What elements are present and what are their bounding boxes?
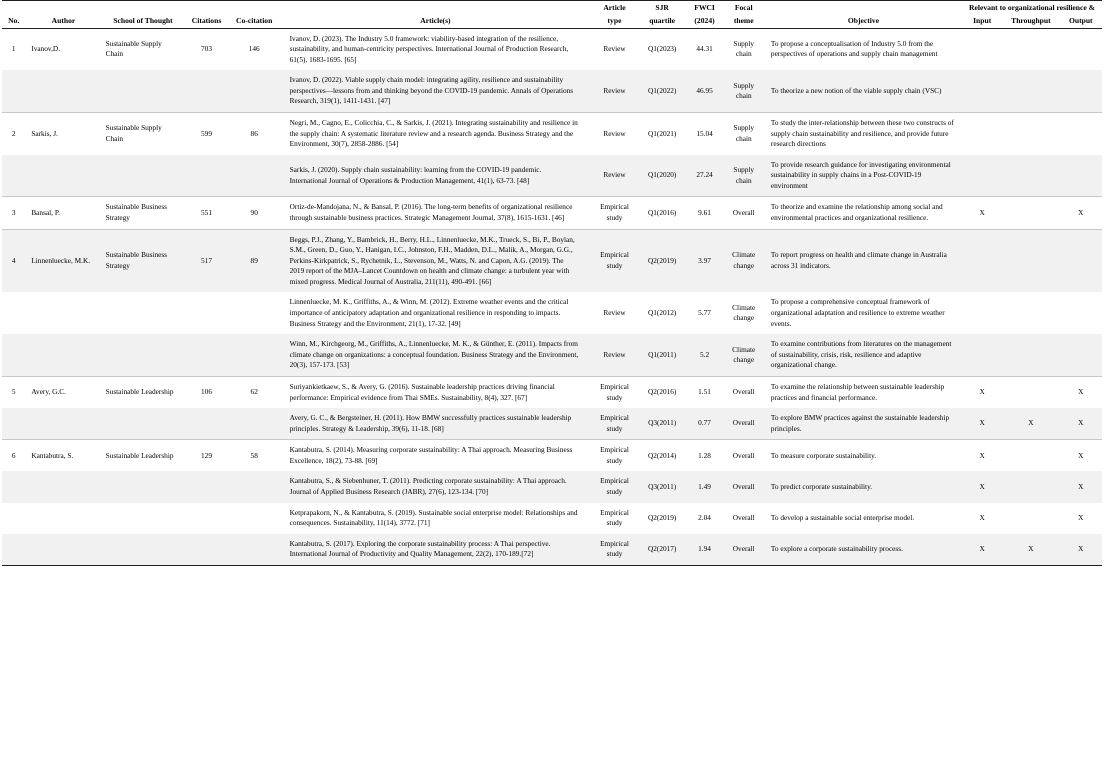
col-header-fwci-line1: FWCI [694, 3, 715, 12]
cell-fwci: 2.04 [698, 512, 711, 522]
col-header-sjr-line2: quartile [649, 16, 676, 26]
cell-author [25, 70, 101, 112]
cell-input: X [962, 408, 1002, 440]
cell-sjr: Q1(2023) [647, 44, 677, 54]
cell-cocitation [229, 408, 280, 440]
cell-theme: Climate change [723, 229, 765, 292]
cell-author [25, 471, 101, 502]
cell-author: Ivanov,D. [31, 44, 61, 54]
cell-sjr: Q1(2011) [638, 334, 687, 376]
cell-input: X [962, 376, 1002, 408]
cell-output: X [1060, 534, 1102, 566]
col-header-no: No. [8, 16, 20, 26]
cell-article: Ivanov, D. (2023). The Industry 5.0 framework: viability-based integration of the resilience, sustainability, and human-centricity perspectives. International Journal of Production Research, 61(5), 1683-1695. [65] [289, 33, 569, 64]
cell-citations [184, 408, 229, 440]
col-header-author: Author [51, 16, 76, 26]
cell-cocitation [229, 155, 280, 197]
cell-fwci: 44.31 [696, 44, 713, 54]
cell-no [2, 155, 25, 197]
cell-output [1060, 70, 1102, 112]
cell-objective: To report progress on health and climate change in Australia across 31 indicators. [765, 229, 962, 292]
cell-theme: Supply chain [723, 155, 765, 197]
cell-theme: Supply chain [723, 70, 765, 112]
cell-throughput [1002, 112, 1059, 154]
cell-output [1060, 155, 1102, 197]
cell-type: Review [603, 44, 626, 54]
cell-school: Sustainable Business Strategy [102, 197, 185, 229]
cell-sjr: Q2(2019) [638, 229, 687, 292]
col-header-relevance-group: Relevant to organizational resilience & [969, 3, 1095, 12]
cell-type: Review [603, 308, 626, 318]
cell-sjr: Q2(2016) [638, 376, 687, 408]
cell-objective: To explore BMW practices against the sustainable leadership principles. [765, 408, 962, 440]
table-row [2, 28, 1102, 70]
cell-citations [184, 503, 229, 534]
col-header-focal-theme-line2: theme [733, 16, 754, 26]
cell-input: X [962, 197, 1002, 229]
table-row [2, 471, 1102, 502]
cell-no: 3 [2, 197, 25, 229]
cell-sjr: Q2(2014) [638, 440, 687, 472]
cell-throughput [1002, 70, 1059, 112]
cell-fwci: 1.28 [687, 440, 723, 472]
cell-article: Sarkis, J. (2020). Supply chain sustainability: learning from the COVID-19 pandemic. International Journal of Operations & Production Management, 41(1), 63-73. [48] [280, 155, 592, 197]
col-header-article-type-line1: Article [603, 3, 626, 12]
cell-cocitation: 146 [248, 44, 260, 54]
col-header-throughput: Throughput [1011, 16, 1051, 26]
cell-school [102, 70, 185, 112]
col-header-citations: Citations [191, 16, 222, 26]
cell-citations: 551 [184, 197, 229, 229]
cell-school: Sustainable Supply Chain [105, 38, 162, 59]
cell-school [102, 155, 185, 197]
cell-citations [184, 534, 229, 566]
cell-no: 6 [2, 440, 25, 472]
cell-article: Linnenluecke, M. K., Griffiths, A., & Winn, M. (2012). Extreme weather events and the critical importance of anticipatory adaptation and organizational resilience in responding to impacts. Business Strategy and the Environment, 21(1), 17-32. [49] [289, 297, 569, 328]
cell-article: Winn, M., Kirchgeorg, M., Griffiths, A., Linnenluecke, M. K., & Günther, E. (2011). Impacts from climate change on organizations: a conceptual foundation. Business Strategy and the Environment, 20(3), 157-173. [53] [280, 334, 592, 376]
cell-type: Empirical study [591, 197, 638, 229]
cell-cocitation [229, 471, 280, 502]
cell-school [102, 534, 185, 566]
cell-input [962, 155, 1002, 197]
table-row [2, 440, 1102, 472]
cell-theme: Overall [732, 512, 755, 522]
cell-fwci: 3.97 [687, 229, 723, 292]
cell-cocitation: 58 [229, 440, 280, 472]
cell-type: Empirical study [600, 507, 629, 528]
cell-citations [184, 155, 229, 197]
col-header-school: School of Thought [113, 16, 173, 26]
cell-sjr: Q1(2021) [638, 112, 687, 154]
cell-fwci: 5.2 [687, 334, 723, 376]
cell-throughput [1002, 292, 1059, 334]
cell-input [962, 229, 1002, 292]
cell-sjr: Q1(2020) [638, 155, 687, 197]
table-header [2, 1, 1102, 29]
cell-type: Review [591, 334, 638, 376]
cell-no [2, 503, 25, 534]
cell-input: X [962, 471, 1002, 502]
cell-throughput [1002, 28, 1059, 70]
literature-review-table [2, 0, 1102, 566]
cell-fwci: 1.49 [687, 471, 723, 502]
table-row [2, 408, 1102, 440]
cell-objective: To theorize a new notion of the viable supply chain (VSC) [765, 70, 962, 112]
cell-author [25, 408, 101, 440]
cell-throughput [1002, 334, 1059, 376]
cell-fwci: 0.77 [687, 408, 723, 440]
col-header-article-type-line2: type [607, 16, 622, 26]
cell-author [25, 334, 101, 376]
cell-throughput [1002, 376, 1059, 408]
cell-output [1060, 292, 1102, 334]
cell-objective: To develop a sustainable social enterprise model. [770, 512, 915, 522]
cell-output [1060, 112, 1102, 154]
cell-theme: Climate change [723, 334, 765, 376]
col-header-focal-theme-line1: Focal [734, 3, 753, 12]
cell-sjr: Q2(2019) [647, 512, 677, 522]
cell-objective: To theorize and examine the relationship among social and environmental practices and organizational resilience. [765, 197, 962, 229]
cell-article: Kantabutra, S. (2017). Exploring the corporate sustainability process: A Thai perspective. International Journal of Productivity and Quality Management, 22(2), 170-189.[72] [280, 534, 592, 566]
cell-throughput: X [1002, 408, 1059, 440]
cell-throughput [1002, 440, 1059, 472]
table-row [2, 197, 1102, 229]
cell-objective: To propose a conceptualisation of Industry 5.0 from the perspectives of operations and supply chain management [770, 38, 938, 59]
cell-fwci: 5.77 [698, 308, 711, 318]
cell-sjr: Q1(2016) [638, 197, 687, 229]
cell-theme: Overall [723, 440, 765, 472]
cell-no: 1 [11, 44, 16, 54]
cell-school: Sustainable Supply Chain [102, 112, 185, 154]
cell-article: Ortiz-de-Mandojana, N., & Bansal, P. (2016). The long-term benefits of organizational resilience through sustainable business practices. Strategic Management Journal, 37(8), 1615-1631. [46] [280, 197, 592, 229]
cell-input: X [962, 534, 1002, 566]
cell-school [102, 334, 185, 376]
cell-type: Empirical study [591, 471, 638, 502]
col-header-cocitation: Co-citation [236, 16, 273, 26]
cell-fwci: 9.61 [687, 197, 723, 229]
cell-objective: To provide research guidance for investigating environmental sustainability in supply chains in a Post-COVID-19 environment [765, 155, 962, 197]
cell-type: Empirical study [591, 440, 638, 472]
cell-output [1060, 229, 1102, 292]
cell-output: X [1060, 408, 1102, 440]
cell-citations [184, 334, 229, 376]
cell-article: Ivanov, D. (2022). Viable supply chain model: integrating agility, resilience and sustainability perspectives—lessons from and thinking beyond the COVID-19 pandemic. Annals of Operations Research, 319(1), 1411-1431. [47] [280, 70, 592, 112]
cell-no [2, 334, 25, 376]
cell-no: 4 [2, 229, 25, 292]
cell-output [1060, 334, 1102, 376]
table-row [2, 292, 1102, 334]
cell-author [25, 155, 101, 197]
cell-school: Sustainable Leadership [102, 440, 185, 472]
table-row [2, 112, 1102, 154]
cell-type: Review [591, 155, 638, 197]
cell-no: 5 [2, 376, 25, 408]
cell-output [1060, 28, 1102, 70]
cell-citations: 517 [184, 229, 229, 292]
cell-cocitation: 90 [229, 197, 280, 229]
cell-throughput [1002, 471, 1059, 502]
col-header-objective: Objective [847, 16, 880, 26]
cell-article: Beggs, P.J., Zhang, Y., Bambrick, H., Berry, H.L., Linnenluecke, M.K., Trueck, S., Bi, P., Boylan, S.M., Green, D., Guo, Y., Hanigan, I.C., Johnston, F.H., Madden, D.L., Malik, A., Morgan, G.G., Perkins-Kirkpatrick, S., Rychetnik, L., Stevenson, M., Watts, N. and Capon, A.G. (2019). The 2019 report of the MJA–Lancet Countdown on health and climate change: a turbulent year with mixed progress. Medical Journal of Australia, 211(11), 490-491. [66] [280, 229, 592, 292]
cell-sjr: Q1(2022) [638, 70, 687, 112]
cell-cocitation [229, 334, 280, 376]
cell-type: Empirical study [591, 408, 638, 440]
cell-citations [184, 70, 229, 112]
table-row [2, 70, 1102, 112]
table-row [2, 334, 1102, 376]
cell-school [102, 503, 185, 534]
cell-no [2, 471, 25, 502]
cell-output: X [1078, 512, 1084, 522]
cell-output: X [1060, 376, 1102, 408]
cell-fwci: 27.24 [687, 155, 723, 197]
cell-objective: To explore a corporate sustainability process. [765, 534, 962, 566]
cell-input: X [962, 440, 1002, 472]
cell-article: Kantabutra, S., & Siebenhuner, T. (2011). Predicting corporate sustainability: A Thai approach. Journal of Applied Business Research (JABR), 27(6), 123-134. [70] [280, 471, 592, 502]
cell-school [102, 292, 185, 334]
cell-theme: Supply chain [733, 38, 755, 59]
cell-input [962, 28, 1002, 70]
cell-fwci: 1.94 [687, 534, 723, 566]
cell-output: X [1060, 197, 1102, 229]
table-row [2, 376, 1102, 408]
table-body [2, 28, 1102, 565]
cell-no [2, 408, 25, 440]
col-header-sjr-line1: SJR [655, 3, 669, 12]
cell-citations: 106 [184, 376, 229, 408]
cell-type: Empirical study [591, 376, 638, 408]
cell-fwci: 15.04 [687, 112, 723, 154]
cell-type: Empirical study [591, 229, 638, 292]
table-row [2, 229, 1102, 292]
cell-output: X [1060, 440, 1102, 472]
cell-theme: Overall [723, 197, 765, 229]
cell-cocitation [229, 292, 280, 334]
cell-author: Avery, G.C. [25, 376, 101, 408]
cell-no: 2 [2, 112, 25, 154]
cell-article: Ketprapakorn, N., & Kantabutra, S. (2019). Sustainable social enterprise model: Relationships and consequences. Sustainability, 11(14), 3772. [71] [289, 507, 578, 528]
cell-author: Sarkis, J. [25, 112, 101, 154]
cell-article: Avery, G. C., & Bergsteiner, H. (2011). How BMW successfully practices sustainable leadership principles. Strategy & Leadership, 39(6), 11-18. [68] [280, 408, 592, 440]
cell-cocitation [229, 503, 280, 534]
cell-school [102, 471, 185, 502]
cell-input [962, 70, 1002, 112]
cell-objective: To study the inter-relationship between these two constructs of supply chain sustainability and resilience, and provide future research directions [765, 112, 962, 154]
col-header-input: Input [973, 16, 992, 26]
cell-author: Bansal, P. [25, 197, 101, 229]
cell-objective: To examine contributions from literatures on the management of sustainability, crisis, risk, resilience and adaptive organizational change. [765, 334, 962, 376]
cell-objective: To measure corporate sustainability. [765, 440, 962, 472]
cell-cocitation: 86 [229, 112, 280, 154]
cell-objective: To propose a comprehensive conceptual framework of organizational adaptation and resilience to extreme weather events. [770, 297, 945, 328]
cell-cocitation [229, 70, 280, 112]
cell-type: Empirical study [591, 534, 638, 566]
cell-no [2, 292, 25, 334]
cell-theme: Supply chain [723, 112, 765, 154]
cell-fwci: 46.95 [687, 70, 723, 112]
cell-article: Negri, M., Cagno, E., Colicchia, C., & Sarkis, J. (2021). Integrating sustainability and resilience in the supply chain: A systematic literature review and a research agenda. Business Strategy and the Environment, 30(7), 2858-2886. [54] [280, 112, 592, 154]
cell-theme: Overall [723, 534, 765, 566]
table-row [2, 534, 1102, 566]
cell-throughput [1002, 229, 1059, 292]
header-row-main [2, 1, 1102, 15]
cell-objective: To predict corporate sustainability. [765, 471, 962, 502]
cell-citations [184, 292, 229, 334]
cell-input [962, 334, 1002, 376]
cell-no [2, 534, 25, 566]
cell-citations [184, 471, 229, 502]
cell-fwci: 1.51 [687, 376, 723, 408]
table-row [2, 155, 1102, 197]
cell-throughput: X [1002, 534, 1059, 566]
cell-input [962, 292, 1002, 334]
cell-input [962, 112, 1002, 154]
cell-school: Sustainable Business Strategy [102, 229, 185, 292]
cell-type: Review [591, 70, 638, 112]
cell-school [102, 408, 185, 440]
cell-theme: Overall [723, 471, 765, 502]
cell-sjr: Q3(2011) [638, 471, 687, 502]
cell-author: Linnenluecke, M.K. [25, 229, 101, 292]
cell-theme: Overall [723, 408, 765, 440]
col-header-output: Output [1068, 16, 1093, 26]
cell-citations: 599 [184, 112, 229, 154]
cell-theme: Overall [723, 376, 765, 408]
cell-school: Sustainable Leadership [102, 376, 185, 408]
col-header-articles: Article(s) [420, 16, 451, 26]
col-header-fwci-line2: (2024) [694, 16, 715, 26]
cell-type: Review [591, 112, 638, 154]
cell-article: Kantabutra, S. (2014). Measuring corporate sustainability: A Thai approach. Measuring Business Excellence, 18(2), 73-88. [69] [280, 440, 592, 472]
cell-no [2, 70, 25, 112]
cell-article: Suriyankietkaew, S., & Avery, G. (2016). Sustainable leadership practices driving financial performance: Empirical evidence from Thai SMEs. Sustainability, 8(4), 327. [67] [280, 376, 592, 408]
table-row [2, 503, 1102, 534]
cell-sjr: Q3(2011) [638, 408, 687, 440]
cell-cocitation: 89 [229, 229, 280, 292]
cell-author [25, 534, 101, 566]
cell-cocitation [229, 534, 280, 566]
cell-theme: Climate change [732, 302, 756, 323]
cell-input: X [979, 512, 985, 522]
cell-author: Kantabutra, S. [25, 440, 101, 472]
cell-citations: 129 [184, 440, 229, 472]
cell-sjr: Q1(2012) [647, 308, 677, 318]
cell-throughput [1002, 155, 1059, 197]
cell-citations: 703 [201, 44, 212, 54]
cell-throughput [1002, 197, 1059, 229]
cell-author [25, 503, 101, 534]
cell-output: X [1060, 471, 1102, 502]
cell-throughput [1002, 503, 1059, 534]
cell-author [25, 292, 101, 334]
cell-cocitation: 62 [229, 376, 280, 408]
cell-objective: To examine the relationship between sustainable leadership practices and financial performance. [765, 376, 962, 408]
cell-sjr: Q2(2017) [638, 534, 687, 566]
